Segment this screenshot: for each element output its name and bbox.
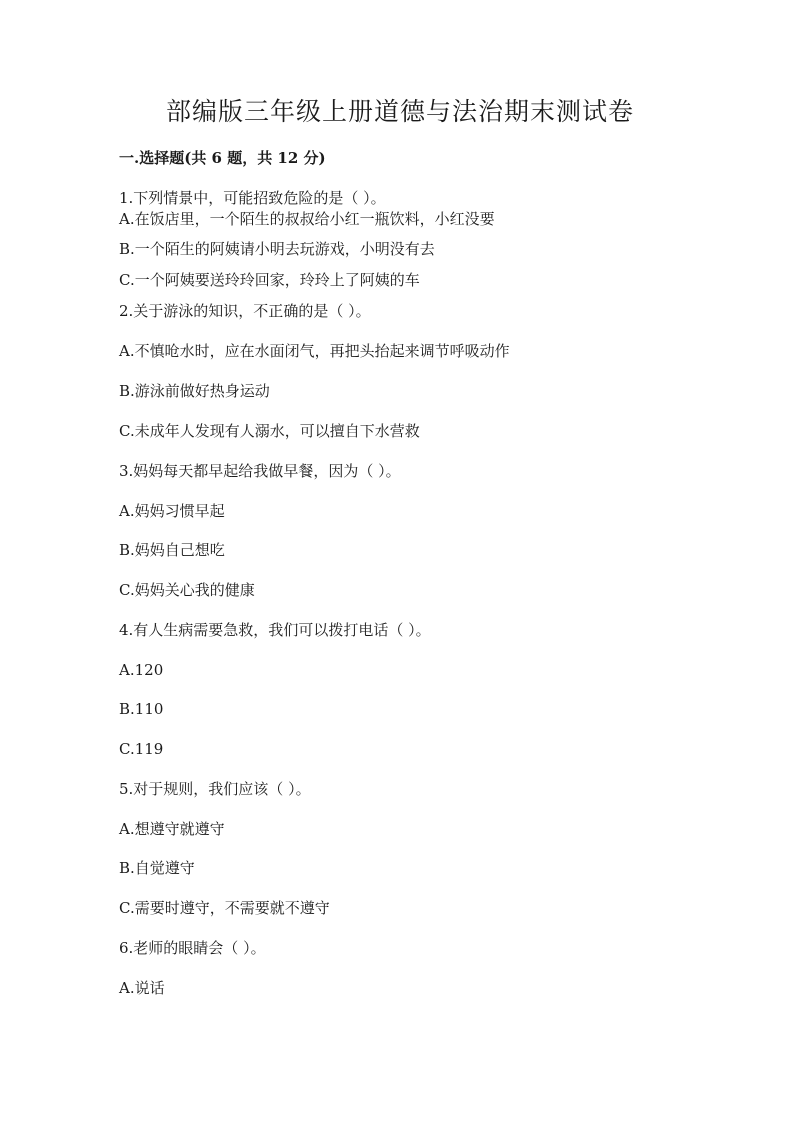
question-1-option-a: A.在饭店里，一个陌生的叔叔给小红一瓶饮料，小红没要	[119, 210, 495, 228]
question-2: 2.关于游泳的知识，不正确的是（ ）。	[119, 302, 371, 320]
question-6: 6.老师的眼睛会（ ）。	[119, 939, 266, 957]
question-5: 5.对于规则，我们应该（ ）。	[119, 780, 311, 798]
question-2-option-c: C.未成年人发现有人溺水，可以擅自下水营救	[119, 422, 420, 440]
question-2-option-b: B.游泳前做好热身运动	[119, 382, 270, 400]
question-1-option-c: C.一个阿姨要送玲玲回家，玲玲上了阿姨的车	[119, 271, 420, 289]
question-1-option-b: B.一个陌生的阿姨请小明去玩游戏，小明没有去	[119, 240, 435, 258]
question-3-option-a: A.妈妈习惯早起	[119, 502, 225, 520]
question-4-option-b: B.110	[119, 700, 164, 718]
question-4-option-a: A.120	[119, 661, 164, 679]
question-6-option-a: A.说话	[119, 979, 165, 997]
question-5-option-a: A.想遵守就遵守	[119, 820, 225, 838]
question-1: 1.下列情景中，可能招致危险的是（ ）。	[119, 189, 386, 207]
question-3-option-b: B.妈妈自己想吃	[119, 541, 225, 559]
question-5-option-b: B.自觉遵守	[119, 859, 195, 877]
page-title: 部编版三年级上册道德与法治期末测试卷	[165, 97, 634, 126]
question-3: 3.妈妈每天都早起给我做早餐，因为（ ）。	[119, 462, 401, 480]
question-4: 4.有人生病需要急救，我们可以拨打电话（ ）。	[119, 621, 431, 639]
section-heading: 一.选择题(共 6 题，共 12 分)	[119, 149, 326, 167]
question-4-option-c: C.119	[119, 740, 164, 758]
question-2-option-a: A.不慎呛水时，应在水面闭气，再把头抬起来调节呼吸动作	[119, 342, 510, 360]
question-5-option-c: C.需要时遵守，不需要就不遵守	[119, 899, 330, 917]
question-3-option-c: C.妈妈关心我的健康	[119, 581, 255, 599]
